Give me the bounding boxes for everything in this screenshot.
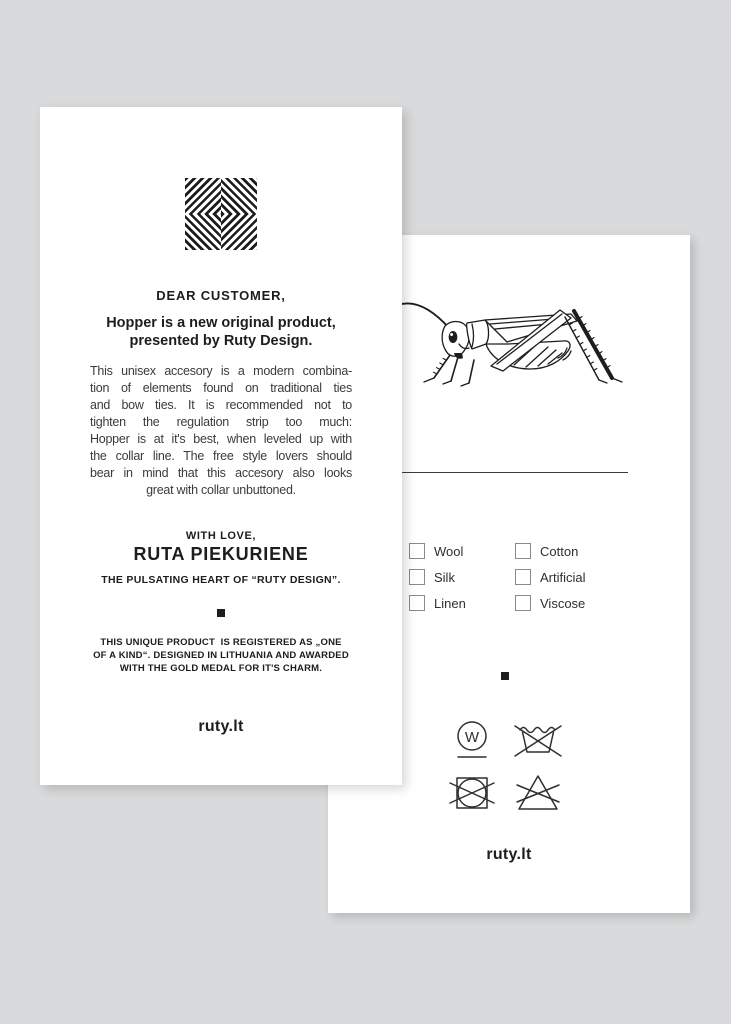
intro-statement	[40, 314, 402, 350]
greeting-heading: DEAR CUSTOMER,	[156, 288, 286, 303]
checkbox-artificial	[515, 569, 531, 585]
fabric-item-cotton	[515, 543, 586, 559]
checkbox-silk	[409, 569, 425, 585]
award-line: WITH THE GOLD MEDAL FOR IT'S CHARM.	[119, 663, 323, 674]
fabric-item-silk	[409, 569, 515, 585]
fabric-label: Cotton	[540, 543, 579, 559]
logo-quadrant	[185, 178, 221, 214]
front-card	[40, 107, 402, 785]
do-not-bleach-icon	[508, 767, 568, 819]
signoff-text: WITH LOVE,	[185, 530, 257, 542]
care-symbols	[442, 713, 568, 819]
fabric-item-linen	[409, 595, 515, 611]
divider-line	[384, 472, 628, 473]
intro-line: Hopper is a new original product,	[106, 315, 336, 331]
fabric-label: Linen	[434, 595, 466, 611]
ruty-weave-logo-icon	[185, 178, 257, 250]
fabric-item-artificial	[515, 569, 586, 585]
body-line: tion of elements found on traditional ties	[90, 381, 352, 395]
body-line: great with collar unbuttoned.	[146, 483, 296, 497]
checkbox-linen	[409, 595, 425, 611]
fabric-label: Wool	[434, 543, 464, 559]
award-line: OF A KIND“. DESIGNED IN LITHUANIA AND AWARDED	[93, 650, 349, 661]
body-line: Hopper is at it's best, when leveled up with	[90, 432, 352, 446]
professional-wet-clean-gentle-icon	[442, 713, 502, 765]
do-not-wash-icon	[508, 713, 568, 765]
fabric-label: Viscose	[540, 595, 586, 611]
checkbox-wool	[409, 543, 425, 559]
award-note	[40, 636, 402, 675]
checkbox-cotton	[515, 543, 531, 559]
grasshopper-icon	[390, 295, 640, 395]
logo-quadrant	[185, 214, 221, 250]
fabric-label: Artificial	[540, 569, 586, 585]
section-marker-square	[217, 609, 225, 617]
section-marker-square	[501, 672, 509, 680]
do-not-tumble-dry-icon	[442, 767, 502, 819]
body-line: the collar line. The free style lovers should	[90, 449, 352, 463]
website-url: ruty.lt	[486, 846, 532, 863]
body-line: This unisex accesory is a modern combina-	[90, 364, 352, 378]
body-line: and bow ties. It is recommended not to	[90, 398, 352, 412]
signature-tagline: THE PULSATING HEART OF “RUTY DESIGN”.	[101, 574, 341, 586]
fabric-checklist	[409, 543, 586, 611]
website-url: ruty.lt	[198, 718, 244, 735]
fabric-item-wool	[409, 543, 515, 559]
signature-name: RUTA PIEKURIENE	[133, 544, 309, 564]
intro-line: presented by Ruty Design.	[129, 333, 313, 349]
checkbox-viscose	[515, 595, 531, 611]
body-line: bear in mind that this accesory also looks	[90, 466, 352, 480]
description-paragraph	[90, 363, 352, 499]
fabric-label: Silk	[434, 569, 455, 585]
logo-quadrant	[221, 178, 257, 214]
body-line: tighten the regulation strip too much:	[90, 415, 352, 429]
fabric-item-viscose	[515, 595, 586, 611]
svg-text:W: W	[464, 729, 480, 746]
award-line: THIS UNIQUE PRODUCT IS REGISTERED AS „ONE	[100, 637, 342, 648]
logo-quadrant	[221, 214, 257, 250]
